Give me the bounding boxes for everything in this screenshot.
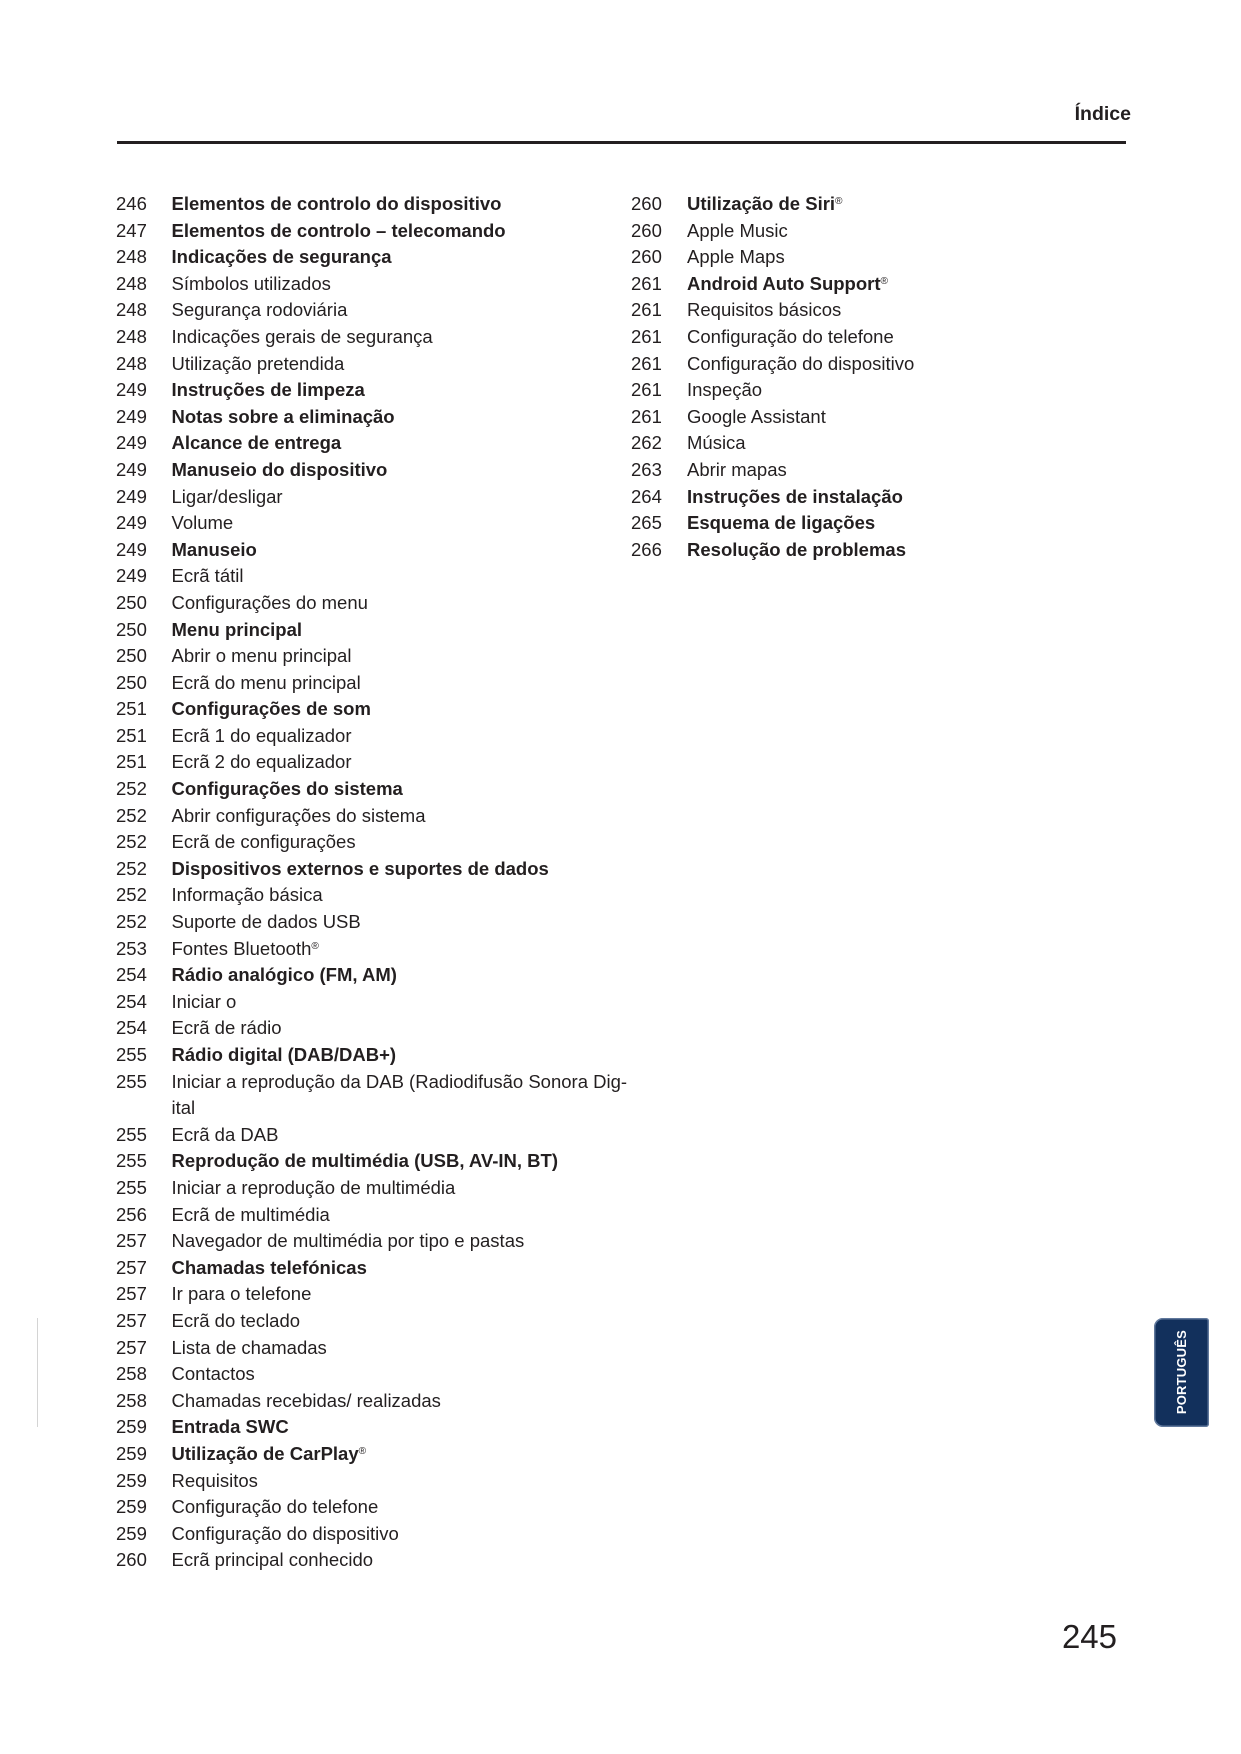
toc-page-number: 248 <box>116 325 147 347</box>
toc-page-number: 252 <box>116 804 147 826</box>
toc-entry-title: Requisitos básicos <box>687 299 842 321</box>
toc-page-number: 260 <box>631 219 662 241</box>
toc-entry <box>116 510 626 537</box>
registered-trademark-mark: ® <box>835 195 843 207</box>
toc-entry-title: Instruções de limpeza <box>171 379 365 401</box>
toc-section-entry <box>116 1255 626 1282</box>
toc-page-number: 248 <box>116 272 147 294</box>
toc-entry-title: Notas sobre a eliminação <box>171 405 395 427</box>
toc-page-number: 261 <box>631 379 662 401</box>
toc-entry-title: Iniciar a reprodução de multimédia <box>171 1176 456 1198</box>
toc-page-number: 249 <box>116 458 147 480</box>
toc-entry-title: Entrada SWC <box>171 1416 289 1438</box>
toc-entry-title: Navegador de multimédia por tipo e pastas <box>171 1230 525 1252</box>
toc-entry <box>116 590 626 617</box>
toc-entry-title: Menu principal <box>171 618 303 640</box>
toc-entry <box>631 324 1111 351</box>
toc-page-number: 249 <box>116 565 147 587</box>
toc-entry-title: Ecrã tátil <box>171 565 244 587</box>
page-section-title: Índice <box>1074 103 1131 125</box>
toc-page-number: 249 <box>116 485 147 507</box>
toc-page-number: 259 <box>116 1442 147 1464</box>
toc-entry-title: Configuração do dispositivo <box>171 1522 399 1544</box>
toc-page-number: 263 <box>631 458 662 480</box>
toc-section-entry <box>116 1441 626 1468</box>
toc-entry <box>116 803 626 830</box>
toc-entry-title: Manuseio do dispositivo <box>171 458 388 480</box>
toc-page-number: 252 <box>116 884 147 906</box>
toc-section-entry <box>631 484 1111 511</box>
toc-entry <box>116 1494 626 1521</box>
toc-entry-title: Configuração do dispositivo <box>687 352 915 374</box>
toc-page-number: 261 <box>631 325 662 347</box>
toc-page-number: 248 <box>116 299 147 321</box>
header-rule <box>117 141 1126 144</box>
toc-entry-title: Símbolos utilizados <box>171 272 331 294</box>
toc-entry-title: Configuração do telefone <box>687 325 894 347</box>
toc-left-column <box>116 191 626 1574</box>
toc-page-number: 257 <box>116 1230 147 1252</box>
toc-entry <box>116 1468 626 1495</box>
toc-entry-title: Configurações do menu <box>171 591 368 613</box>
toc-entry <box>116 989 626 1016</box>
toc-section-entry <box>116 404 626 431</box>
toc-section-entry <box>116 377 626 404</box>
toc-page-number: 251 <box>116 698 147 720</box>
toc-entry-title: Ir para o telefone <box>171 1283 312 1305</box>
toc-entry <box>631 404 1111 431</box>
toc-entry <box>116 643 626 670</box>
toc-entry <box>116 563 626 590</box>
toc-entry-title: Instruções de instalação <box>687 485 903 507</box>
toc-entry-title: Configurações de som <box>171 698 371 720</box>
toc-entry <box>116 297 626 324</box>
toc-entry-title: Rádio analógico (FM, AM) <box>171 964 397 986</box>
toc-entry-title: Esquema de ligações <box>687 512 876 534</box>
toc-page-number: 250 <box>116 618 147 640</box>
toc-entry-title: Ecrã de rádio <box>171 1017 282 1039</box>
toc-page-number: 249 <box>116 405 147 427</box>
toc-entry <box>631 457 1111 484</box>
toc-entry <box>116 484 626 511</box>
toc-entry <box>116 670 626 697</box>
toc-page-number: 248 <box>116 246 147 268</box>
toc-entry-title: Apple Maps <box>687 246 785 268</box>
toc-page-number: 257 <box>116 1336 147 1358</box>
toc-entry <box>116 1015 626 1042</box>
toc-entry <box>116 1547 626 1574</box>
toc-entry <box>631 377 1111 404</box>
toc-page-number: 254 <box>116 990 147 1012</box>
toc-entry <box>631 297 1111 324</box>
toc-entry <box>116 1228 626 1255</box>
registered-trademark-mark: ® <box>311 940 319 952</box>
toc-entry <box>116 936 626 963</box>
toc-entry-title: Ligar/desligar <box>171 485 283 507</box>
toc-page-number: 261 <box>631 352 662 374</box>
toc-page-number: 261 <box>631 405 662 427</box>
toc-page-number: 250 <box>116 671 147 693</box>
toc-entry-title: Fontes Bluetooth® <box>171 937 319 959</box>
toc-page-number: 264 <box>631 485 662 507</box>
toc-page-number: 257 <box>116 1283 147 1305</box>
toc-entry <box>116 829 626 856</box>
toc-section-entry <box>116 962 626 989</box>
toc-entry-title: Ecrã de configurações <box>171 831 356 853</box>
toc-entry <box>116 1361 626 1388</box>
toc-section-entry <box>116 191 626 218</box>
toc-entry <box>631 430 1111 457</box>
toc-entry-title: Reprodução de multimédia (USB, AV-IN, BT) <box>171 1150 558 1172</box>
toc-entry-title: Alcance de entrega <box>171 432 342 454</box>
toc-entry <box>116 324 626 351</box>
toc-page-number: 266 <box>631 538 662 560</box>
toc-entry <box>116 1335 626 1362</box>
toc-page-number: 256 <box>116 1203 147 1225</box>
toc-entry-title: Google Assistant <box>687 405 826 427</box>
toc-page-number: 250 <box>116 645 147 667</box>
toc-entry-title: Ecrã 2 do equalizador <box>171 751 352 773</box>
toc-entry-title: Android Auto Support® <box>687 272 889 294</box>
toc-page-number: 257 <box>116 1256 147 1278</box>
toc-section-entry <box>116 430 626 457</box>
toc-entry-title: Dispositivos externos e suportes de dados <box>171 857 549 879</box>
toc-entry-title: Abrir o menu principal <box>171 645 352 667</box>
toc-entry-title: Ecrã do menu principal <box>171 671 361 693</box>
toc-entry <box>116 1281 626 1308</box>
toc-entry-title: Apple Music <box>687 219 788 241</box>
toc-entry <box>631 218 1111 245</box>
toc-section-entry <box>116 244 626 271</box>
toc-entry-title: Rádio digital (DAB/DAB+) <box>171 1044 397 1065</box>
toc-page-number: 259 <box>116 1469 147 1491</box>
toc-entry-title: Informação básica <box>171 884 323 906</box>
toc-entry-title: Requisitos <box>171 1469 258 1491</box>
toc-entry <box>116 1202 626 1229</box>
toc-entry-title: Iniciar o <box>171 990 237 1012</box>
page-number: 245 <box>1061 1618 1117 1655</box>
toc-entry-title: Iniciar a reprodução da DAB (Radiodifusão Sonora Dig- ital <box>171 1070 628 1119</box>
toc-page-number: 247 <box>116 219 147 241</box>
toc-entry <box>116 351 626 378</box>
toc-page-number: 252 <box>116 911 147 933</box>
language-tab-label: PORTUGUÊS <box>1174 1330 1189 1415</box>
toc-entry-title: Resolução de problemas <box>687 538 906 560</box>
toc-section-entry <box>116 457 626 484</box>
toc-page-number: 248 <box>116 352 147 374</box>
toc-section-entry <box>116 218 626 245</box>
toc-page-number: 252 <box>116 778 147 800</box>
toc-page-number: 254 <box>116 1017 147 1039</box>
toc-entry <box>116 1521 626 1548</box>
toc-entry-title: Contactos <box>171 1363 255 1385</box>
toc-entry <box>116 723 626 750</box>
toc-page-number: 257 <box>116 1309 147 1331</box>
toc-page-number: 260 <box>631 246 662 268</box>
toc-entry <box>116 909 626 936</box>
toc-section-entry <box>116 776 626 803</box>
toc-entry-title: Ecrã 1 do equalizador <box>171 724 352 746</box>
toc-entry-title: Abrir mapas <box>687 458 787 480</box>
margin-mark <box>37 1318 38 1427</box>
toc-entry-title: Indicações de segurança <box>171 246 392 268</box>
language-tab <box>1154 1318 1209 1427</box>
toc-entry <box>116 1388 626 1415</box>
toc-entry-title: Manuseio <box>171 538 257 560</box>
toc-page-number: 246 <box>116 193 147 214</box>
toc-page-number: 259 <box>116 1416 147 1438</box>
toc-page-number: 255 <box>116 1070 147 1092</box>
toc-right-column <box>631 191 1111 563</box>
registered-trademark-mark: ® <box>880 275 889 287</box>
toc-entry <box>116 271 626 298</box>
toc-entry <box>116 882 626 909</box>
toc-page-number: 251 <box>116 724 147 746</box>
toc-entry-title: Segurança rodoviária <box>171 299 348 321</box>
toc-entry-title: Utilização de Siri® <box>687 193 843 214</box>
toc-entry-title: Inspeção <box>687 379 763 401</box>
toc-page-number: 255 <box>116 1176 147 1198</box>
toc-entry-title: Ecrã da DAB <box>171 1123 279 1145</box>
toc-entry <box>116 749 626 776</box>
toc-section-entry <box>631 537 1111 564</box>
toc-entry-title: Utilização de CarPlay® <box>171 1442 367 1464</box>
toc-entry-title: Configuração do telefone <box>171 1496 379 1518</box>
toc-entry-title: Ecrã do teclado <box>171 1309 301 1331</box>
toc-entry <box>631 351 1111 378</box>
toc-page-number: 249 <box>116 432 147 454</box>
toc-entry <box>631 244 1111 271</box>
toc-section-entry <box>116 537 626 564</box>
toc-page-number: 249 <box>116 538 147 560</box>
toc-page-number: 258 <box>116 1363 147 1385</box>
toc-section-entry <box>116 1042 626 1069</box>
toc-section-entry <box>631 510 1111 537</box>
toc-page-number: 260 <box>631 193 662 214</box>
toc-page-number: 254 <box>116 964 147 986</box>
toc-entry-title: Elementos de controlo do dispositivo <box>171 193 502 214</box>
toc-entry <box>116 1069 626 1122</box>
toc-entry-title: Chamadas recebidas/ realizadas <box>171 1389 441 1411</box>
toc-page-number: 252 <box>116 831 147 853</box>
toc-page-number: 259 <box>116 1496 147 1518</box>
toc-entry-title: Volume <box>171 512 234 534</box>
toc-page-number: 253 <box>116 937 147 959</box>
toc-page-number: 259 <box>116 1522 147 1544</box>
toc-page-number: 249 <box>116 379 147 401</box>
toc-page-number: 261 <box>631 299 662 321</box>
toc-page-number: 255 <box>116 1150 147 1172</box>
toc-page-number: 252 <box>116 857 147 879</box>
toc-entry <box>116 1308 626 1335</box>
registered-trademark-mark: ® <box>358 1445 367 1457</box>
toc-entry-title: Suporte de dados USB <box>171 911 361 933</box>
toc-entry <box>116 1175 626 1202</box>
toc-page-number: 251 <box>116 751 147 773</box>
toc-page-number: 258 <box>116 1389 147 1411</box>
toc-section-entry <box>116 1414 626 1441</box>
toc-entry-title: Abrir configurações do sistema <box>171 804 426 826</box>
toc-entry-title: Indicações gerais de segurança <box>171 325 433 347</box>
toc-page-number: 255 <box>116 1044 147 1065</box>
toc-entry-title: Configurações do sistema <box>171 778 403 800</box>
toc-entry-title: Utilização pretendida <box>171 352 345 374</box>
toc-page-number: 260 <box>116 1549 147 1571</box>
toc-section-entry <box>116 617 626 644</box>
toc-page-number: 249 <box>116 512 147 534</box>
toc-page-number: 262 <box>631 432 662 454</box>
toc-page-number: 261 <box>631 272 662 294</box>
toc-section-entry <box>116 856 626 883</box>
toc-page-number: 265 <box>631 512 662 534</box>
toc-section-entry <box>116 696 626 723</box>
toc-entry-title: Ecrã principal conhecido <box>171 1549 374 1571</box>
toc-entry-title: Música <box>687 432 746 454</box>
toc-entry-title: Lista de chamadas <box>171 1336 327 1358</box>
toc-section-entry <box>116 1148 626 1175</box>
toc-entry-title: Chamadas telefónicas <box>171 1256 367 1278</box>
toc-section-entry <box>631 191 1111 218</box>
toc-entry-title: Ecrã de multimédia <box>171 1203 330 1225</box>
toc-section-entry <box>631 271 1111 298</box>
toc-entry-title: Elementos de controlo – telecomando <box>171 219 506 241</box>
toc-entry <box>116 1122 626 1149</box>
toc-page-number: 250 <box>116 591 147 613</box>
toc-page-number: 255 <box>116 1123 147 1145</box>
